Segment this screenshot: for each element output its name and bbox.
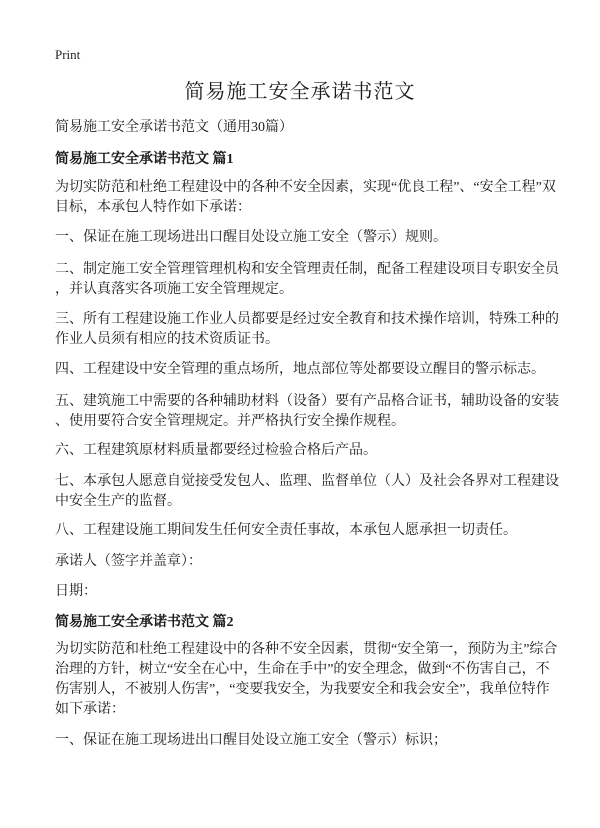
section-heading-2: 简易施工安全承诺书范文 篇2 (55, 615, 234, 630)
text-line: 如下承诺： (55, 702, 125, 717)
list-item (55, 731, 555, 751)
section2-intro (55, 640, 558, 720)
list-item (55, 360, 555, 380)
text-line: 目标，本承包人特作如下承诺： (55, 200, 251, 215)
text-line: 八、工程建设施工期间发生任何安全责任事故，本承包人愿承担一切责任。 (55, 523, 517, 538)
text-line: 作业人员须有相应的技术资质证书。 (55, 332, 279, 347)
page-title: 简易施工安全承诺书范文 (184, 81, 416, 103)
text-line: 中安全生产的监督。 (55, 494, 181, 509)
text-line: 伤害别人，不被别人伤害”，“变要我安全，为我要安全和我会安全”，我单位特作 (55, 682, 550, 697)
text-line: 、使用要符合安全管理规定。并严格执行安全操作规程。 (55, 414, 405, 429)
list-item (55, 472, 559, 512)
text-line: 二、制定施工安全管理管理机构和安全管理责任制，配备工程建设项目专职安全员 (55, 262, 559, 277)
text-line: ，并认真落实各项施工安全管理规定。 (55, 282, 293, 297)
list-item (55, 260, 559, 300)
text-line: 治理的方针，树立“安全在心中，生命在手中”的安全理念，做到“不伤害自己，不 (55, 662, 550, 677)
text-line: 三、所有工程建设施工作业人员都要是经过安全教育和技术操作培训，特殊工种的 (55, 312, 559, 327)
text-line: 七、本承包人愿意自觉接受发包人、监理、监督单位（人）及社会各界对工程建设 (55, 474, 559, 489)
text-line: 四、工程建设中安全管理的重点场所，地点部位等处都要设立醒目的警示标志。 (55, 362, 545, 377)
section1-intro (55, 178, 555, 218)
list-item (55, 228, 555, 248)
text-line: 为切实防范和杜绝工程建设中的各种不安全因素，实现“优良工程”、“安全工程”双 (55, 180, 556, 195)
text-line: 为切实防范和杜绝工程建设中的各种不安全因素，贯彻“安全第一，预防为主”综合 (55, 642, 558, 657)
list-item (55, 392, 559, 432)
list-item (55, 310, 559, 350)
list-item (55, 521, 555, 541)
list-item (55, 441, 555, 461)
signature-line: 承诺人（签字并盖章）： (55, 554, 202, 569)
date-line: 日期： (55, 584, 97, 599)
text-line: 一、保证在施工现场进出口醒目处设立施工安全（警示）标识； (55, 733, 447, 748)
text-line: 六、工程建筑原材料质量都要经过检验合格后产品。 (55, 443, 377, 458)
section-heading-1: 简易施工安全承诺书范文 篇1 (55, 152, 234, 167)
subtitle: 简易施工安全承诺书范文（通用30篇） (55, 120, 293, 135)
print-link[interactable]: Print (55, 47, 81, 62)
text-line: 一、保证在施工现场进出口醒目处设立施工安全（警示）规则。 (55, 230, 447, 245)
text-line: 五、建筑施工中需要的各种辅助材料（设备）要有产品格合证书，辅助设备的安装 (55, 394, 559, 409)
